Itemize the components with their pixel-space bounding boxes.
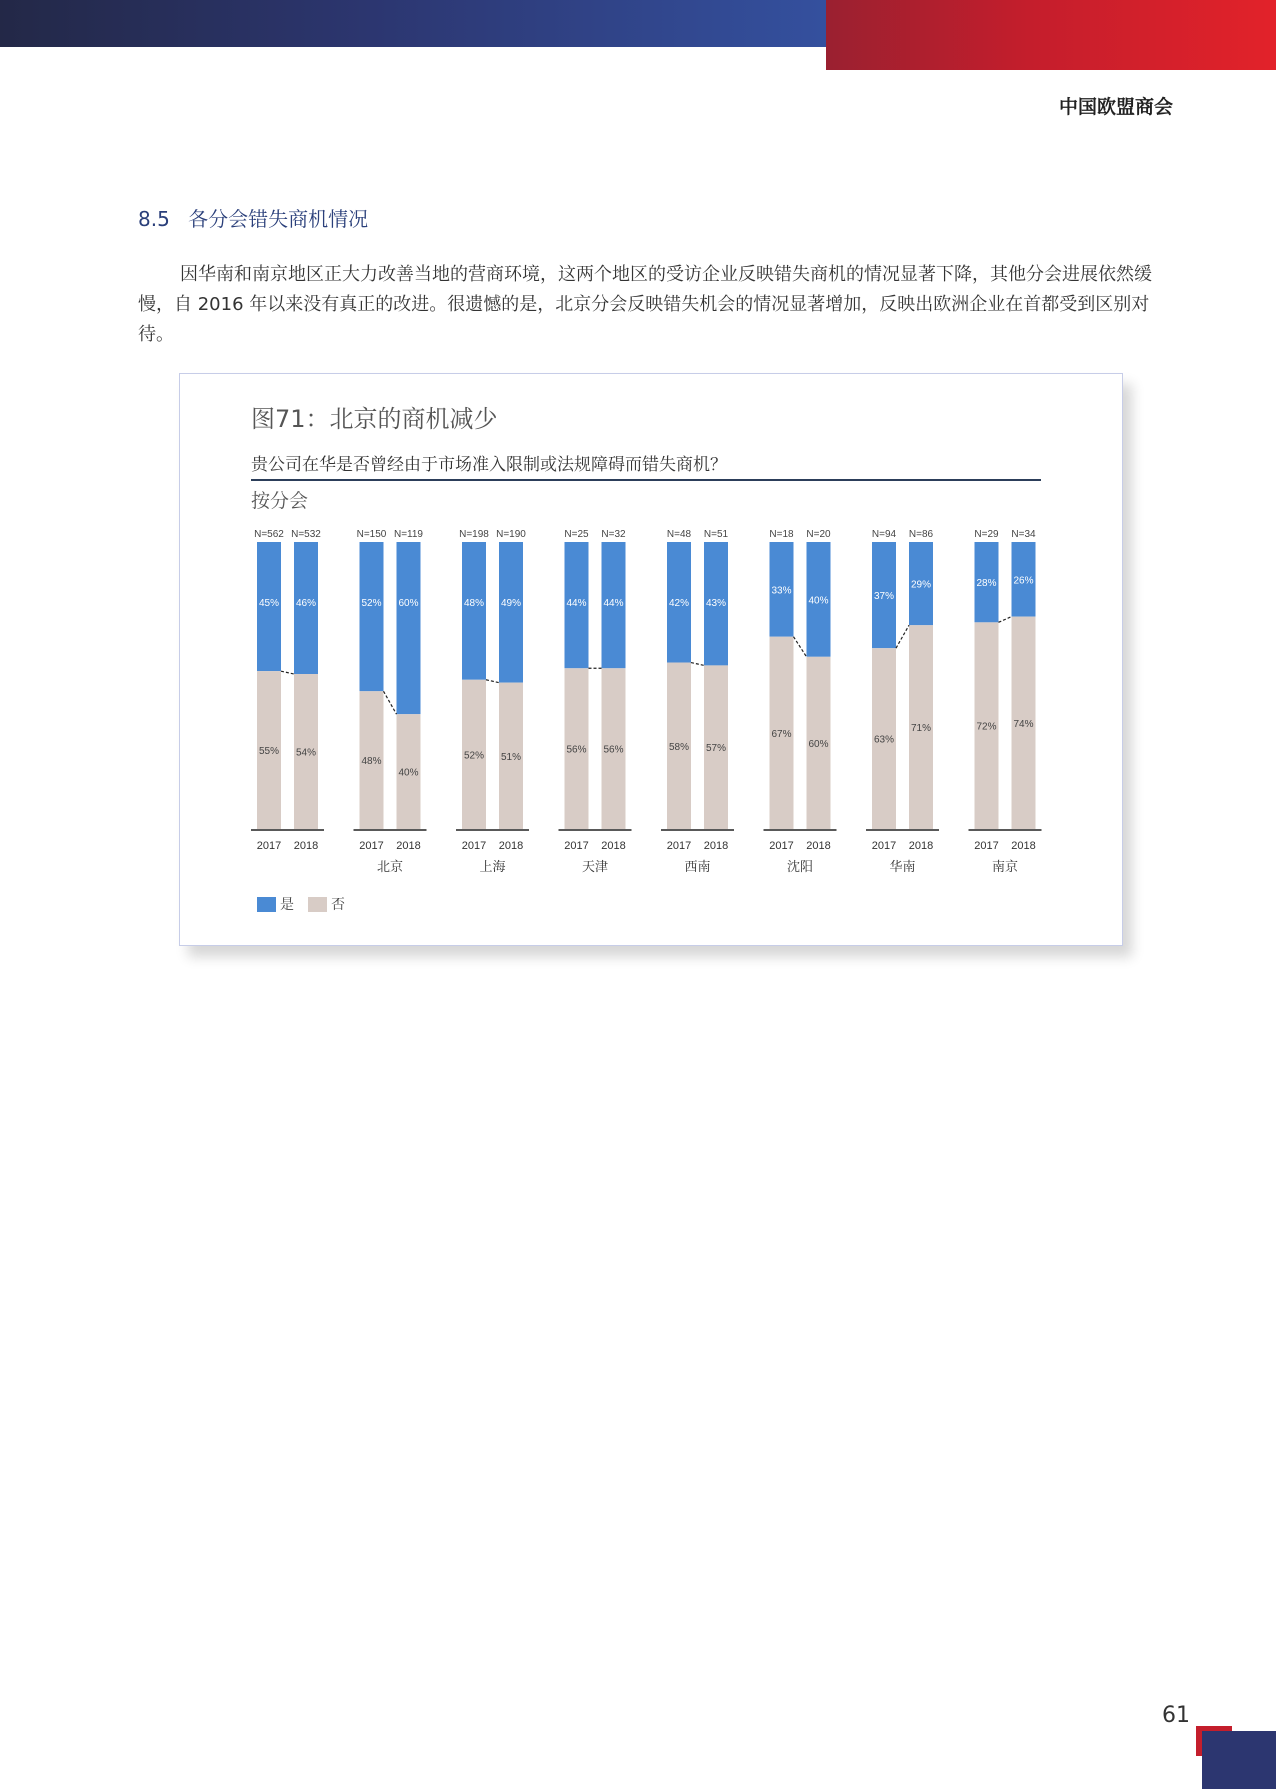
year-tick-label: 2017 xyxy=(256,840,282,852)
data-label-yes: 26% xyxy=(1013,575,1034,587)
data-label-no: 48% xyxy=(361,756,382,768)
dashed-connector xyxy=(999,617,1012,623)
data-label-no: 51% xyxy=(500,751,522,763)
data-label-no: 60% xyxy=(808,738,829,750)
top-banner-red xyxy=(826,0,1276,70)
year-tick-label: 2017 xyxy=(871,840,897,852)
data-label-yes: 48% xyxy=(463,598,485,609)
data-label-yes: 44% xyxy=(566,598,587,609)
data-label-yes: 52% xyxy=(361,598,382,609)
legend-label-yes: 是 xyxy=(280,897,294,913)
sample-size-label: N=94 xyxy=(871,529,897,540)
year-tick-label: 2017 xyxy=(974,840,999,852)
year-tick-label: 2018 xyxy=(806,840,831,852)
data-label-no: 72% xyxy=(976,721,997,733)
data-label-no: 67% xyxy=(771,728,792,740)
figure-subtitle: 按分会 xyxy=(251,490,309,512)
dashed-connector xyxy=(281,671,294,674)
data-label-yes: 49% xyxy=(500,598,522,609)
sample-size-label: N=119 xyxy=(393,529,424,540)
sample-size-label: N=198 xyxy=(459,529,489,540)
org-name: 中国欧盟商会 xyxy=(1058,96,1173,118)
top-banner-blue xyxy=(0,0,826,47)
group-label: 华南 xyxy=(889,859,916,874)
section-heading xyxy=(138,203,368,232)
year-tick-label: 2017 xyxy=(666,840,692,852)
year-tick-label: 2018 xyxy=(293,840,319,852)
sample-size-label: N=25 xyxy=(564,529,589,540)
body-paragraph: 因华南和南京地区正大力改善当地的营商环境，这两个地区的受访企业反映错失商机的情况显著下降，其他分会进展依然缓慢，自 2016 年以来没有真正的改进。很遗憾的是，北京分会反映错失机会的情况显著增加，反映出欧洲企业在首都受到区别对待。 xyxy=(138,264,1152,345)
bar-segment-yes xyxy=(360,542,384,691)
dashed-connector xyxy=(486,680,499,683)
year-tick-label: 2018 xyxy=(908,840,934,852)
data-label-no: 74% xyxy=(1013,718,1034,730)
legend-swatch-no xyxy=(308,897,327,912)
sample-size-label: N=532 xyxy=(291,529,321,540)
year-tick-label: 2017 xyxy=(769,840,794,852)
data-label-yes: 42% xyxy=(668,598,690,609)
bar-segment-yes xyxy=(499,542,523,683)
data-label-yes: 37% xyxy=(873,591,895,603)
legend-swatch-yes xyxy=(257,897,276,912)
year-tick-label: 2018 xyxy=(703,840,729,852)
data-label-no: 58% xyxy=(668,741,690,753)
figure-question: 贵公司在华是否曾经由于市场准入限制或法规障碍而错失商机？ xyxy=(251,450,1041,481)
group-label: 南京 xyxy=(991,859,1019,874)
data-label-yes: 33% xyxy=(771,585,792,597)
sample-size-label: N=86 xyxy=(908,529,934,540)
group-label: 上海 xyxy=(479,859,506,874)
year-tick-label: 2017 xyxy=(461,840,487,852)
sample-size-label: N=48 xyxy=(666,529,692,540)
data-label-no: 56% xyxy=(603,744,624,756)
year-tick-label: 2017 xyxy=(564,840,589,852)
sample-size-label: N=562 xyxy=(254,529,284,540)
sample-size-label: N=20 xyxy=(806,529,831,540)
legend-label-no: 否 xyxy=(331,897,345,913)
dashed-connector xyxy=(384,691,397,714)
legend-item-no xyxy=(308,894,345,914)
year-tick-label: 2018 xyxy=(498,840,524,852)
sample-size-label: N=32 xyxy=(601,529,626,540)
dashed-connector xyxy=(691,663,704,666)
year-tick-label: 2018 xyxy=(396,840,421,852)
section-title: 各分会错失商机情况 xyxy=(188,207,369,231)
sample-size-label: N=150 xyxy=(356,529,387,540)
data-label-no: 40% xyxy=(398,767,419,779)
group-label: 沈阳 xyxy=(786,859,814,874)
data-label-yes: 40% xyxy=(808,595,829,607)
section-number: 8.5 xyxy=(138,207,170,231)
legend-item-yes xyxy=(257,894,294,914)
sample-size-label: N=29 xyxy=(974,529,999,540)
sample-size-label: N=34 xyxy=(1011,529,1036,540)
sample-size-label: N=18 xyxy=(769,529,794,540)
group-label: 西南 xyxy=(684,859,711,874)
year-tick-label: 2018 xyxy=(601,840,626,852)
data-label-no: 54% xyxy=(295,747,317,759)
year-tick-label: 2017 xyxy=(359,840,384,852)
corner-accent-blue xyxy=(1202,1731,1276,1789)
dashed-connector xyxy=(896,625,909,648)
data-label-no: 52% xyxy=(463,750,485,762)
data-label-yes: 44% xyxy=(603,598,624,609)
data-label-yes: 60% xyxy=(398,598,419,609)
sample-size-label: N=190 xyxy=(496,529,526,540)
data-label-no: 63% xyxy=(873,734,895,746)
figure-title: 图71：北京的商机减少 xyxy=(251,405,498,433)
data-label-yes: 45% xyxy=(258,598,280,609)
data-label-no: 55% xyxy=(258,746,280,758)
data-label-yes: 29% xyxy=(910,579,932,591)
data-label-yes: 28% xyxy=(976,578,997,590)
group-label: 北京 xyxy=(376,859,404,874)
year-tick-label: 2018 xyxy=(1011,840,1036,852)
chart-legend xyxy=(257,894,359,914)
bar-segment-yes xyxy=(462,542,486,680)
data-label-no: 71% xyxy=(910,723,932,735)
bar-segment-yes xyxy=(397,542,421,714)
data-label-yes: 46% xyxy=(295,598,317,609)
group-label: 天津 xyxy=(581,859,609,874)
data-label-no: 56% xyxy=(566,744,587,756)
figure-box xyxy=(179,373,1123,946)
page-number: 61 xyxy=(1162,1703,1190,1728)
dashed-connector xyxy=(794,637,807,657)
data-label-no: 57% xyxy=(705,743,727,755)
data-label-yes: 43% xyxy=(705,598,727,609)
stacked-bar-chart xyxy=(180,374,1122,945)
sample-size-label: N=51 xyxy=(703,529,729,540)
